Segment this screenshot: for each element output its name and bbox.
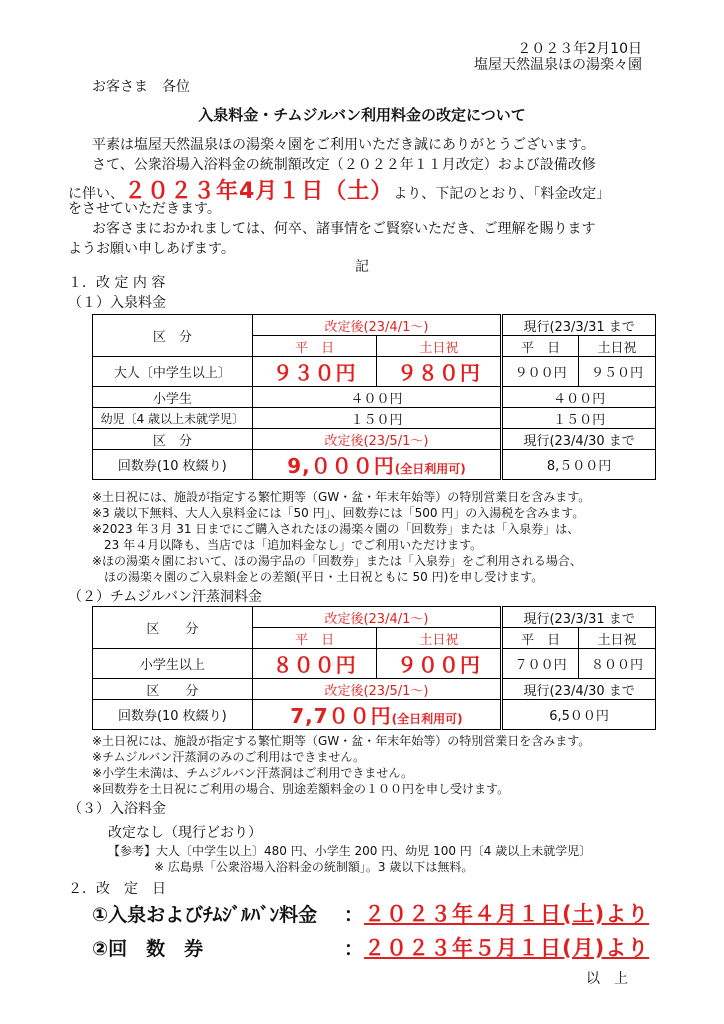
table-header-category: 区 分	[93, 315, 253, 357]
header-holiday: 土日祝	[377, 336, 502, 357]
price-current-weekday: ９００円	[502, 357, 579, 387]
price-after-all: ４００円	[252, 387, 502, 408]
table-header-category: 区 分	[93, 429, 253, 450]
effective-item-label: ①入泉およびﾁﾑｼﾞﾙﾊﾞﾝ料金	[92, 904, 318, 926]
table-header-category: 区 分	[93, 607, 253, 649]
reference-note: ※ 広島県「公衆浴場入浴料金の統制額」。3 歳以下は無料。	[154, 860, 474, 874]
ticket-after-price: 7,7００円	[290, 704, 392, 728]
ki-mark: 記	[355, 259, 369, 275]
price-current-weekday: ７００円	[502, 649, 579, 679]
table-header-current: 現行(23/3/31 まで	[502, 315, 656, 336]
note-line: ※小学生未満は、チムジルバン汗蒸洞はご利用できません。	[92, 766, 414, 780]
ticket-label: 回数券(10 枚綴り)	[93, 450, 253, 480]
ticket-after-cell	[252, 450, 502, 480]
effective-item-colon: ：	[344, 938, 364, 960]
page-title: 入泉料金・チムジルバン利用料金の改定について	[198, 106, 526, 124]
ticket-header-after: 改定後(23/5/1～)	[252, 679, 502, 700]
row-label: 小学生以上	[93, 649, 253, 679]
note-line: 23 年４月以降も、当店では「追加料金なし」でご利用いただけます。	[92, 538, 483, 552]
ticket-after-cell	[252, 700, 502, 730]
price-current-all: １５０円	[502, 408, 656, 429]
header-holiday: 土日祝	[579, 336, 656, 357]
note-line: ※土日祝には、施設が指定する繁忙期等（GW・盆・年末年始等）の特別営業日を含みます。	[92, 490, 591, 504]
header-weekday: 平 日	[252, 628, 377, 649]
price-current-holiday: ９５０円	[579, 357, 656, 387]
ticket-after-note: (全日利用可)	[394, 462, 466, 476]
price-after-weekday: ８００円	[252, 649, 377, 679]
ticket-current-price: 6,5００円	[502, 700, 656, 730]
note-line: ※3 歳以下無料、大人入泉料金には「50 円」、回数券には「500 円」の入湯税を含みます。	[92, 506, 585, 520]
effective-item-colon: ：	[344, 904, 364, 926]
note-line: ※土日祝には、施設が指定する繁忙期等（GW・盆・年末年始等）の特別営業日を含みます。	[92, 734, 591, 748]
note-line: ※ほの湯楽々園において、ほの湯宇品の「回数券」または「入泉券」をご利用される場合、	[92, 554, 582, 568]
ticket-after-note: (全日利用可)	[391, 712, 463, 726]
ticket-current-price: 8,５００円	[502, 450, 656, 480]
intro-line: をさせていただきます。	[68, 201, 221, 217]
subsection-heading: （１）入泉料金	[68, 295, 166, 311]
table-header-after: 改定後(23/4/1～)	[252, 607, 502, 628]
note-line: ※2023 年３月 31 日までにご購入されたほの湯楽々園の「回数券」または「入泉券」は、	[92, 522, 580, 536]
effective-date-highlight: ２０２３年4月１日（土）	[124, 179, 394, 204]
price-after-all: １５０円	[252, 408, 502, 429]
salutation: お客さま 各位	[92, 79, 190, 95]
row-label: 大人〔中学生以上〕	[93, 357, 253, 387]
bath-fee-table	[92, 314, 656, 480]
effective-item-date: ２０２３年５月１日(月)より	[364, 936, 650, 960]
row-label: 小学生	[93, 387, 253, 408]
header-holiday: 土日祝	[579, 628, 656, 649]
closing-mark: 以 上	[586, 971, 628, 987]
note-line: ※回数券を土日祝にご利用の場合、別途差額料金の１００円を申し受けます。	[92, 782, 510, 796]
section-heading: １．改 定 内 容	[68, 275, 166, 291]
price-current-all: ４００円	[502, 387, 656, 408]
intro-line-pre: に伴い、	[68, 186, 124, 202]
subsection-heading: （２）チムジルバン汗蒸洞料金	[68, 589, 262, 605]
note-line: ※チムジルバン汗蒸洞のみのご利用はできません。	[92, 750, 366, 764]
price-after-weekday: ９３０円	[252, 357, 377, 387]
no-change-text: 改定なし（現行どおり）	[108, 825, 262, 841]
table-header-after: 改定後(23/4/1～)	[252, 315, 502, 336]
row-label: 幼児〔4 歳以上未就学児〕	[93, 408, 253, 429]
document-date: ２０２３年2月10日	[517, 41, 642, 57]
header-holiday: 土日祝	[377, 628, 502, 649]
note-line: ほの湯楽々園のご入泉料金との差額(平日・土日祝ともに 50 円)を申し受けます。	[92, 570, 544, 584]
subsection-heading: （３）入浴料金	[68, 801, 166, 817]
reference-text: 【参考】大人〔中学生以上〕480 円、小学生 200 円、幼児 100 円〔4 歳以上未就学児〕	[108, 844, 592, 858]
ticket-header-current: 現行(23/4/30 まで	[502, 429, 656, 450]
price-after-holiday: ９８０円	[377, 357, 502, 387]
intro-line: ようお願い申しあげます。	[68, 241, 235, 257]
effective-item-label: ②回 数 券	[92, 938, 204, 960]
intro-line-post: より、下記のとおり、「料金改定」	[393, 186, 611, 202]
intro-line: お客さまにおかれましては、何卒、諸事情をご賢察いただき、ご理解を賜ります	[92, 221, 596, 237]
table-header-category: 区 分	[93, 679, 253, 700]
header-weekday: 平 日	[502, 628, 579, 649]
intro-line: さて、公衆浴場入浴料金の統制額改定（２０２２年１１月改定）および設備改修	[92, 157, 596, 173]
header-weekday: 平 日	[252, 336, 377, 357]
section-heading: ２．改 定 日	[68, 881, 166, 897]
ticket-after-price: 9,０００円	[287, 454, 395, 478]
effective-item-date: ２０２３年４月１日(土)より	[364, 902, 650, 926]
ticket-header-after: 改定後(23/5/1～)	[252, 429, 502, 450]
table-header-current: 現行(23/3/31 まで	[502, 607, 656, 628]
intro-line: 平素は塩屋天然温泉ほの湯楽々園をご利用いただき誠にありがとうございます。	[92, 137, 595, 153]
issuer-name: 塩屋天然温泉ほの湯楽々園	[474, 57, 642, 73]
price-current-holiday: ８００円	[579, 649, 656, 679]
header-weekday: 平 日	[502, 336, 579, 357]
ticket-label: 回数券(10 枚綴り)	[93, 700, 253, 730]
ticket-header-current: 現行(23/4/30 まで	[502, 679, 656, 700]
chimjilbang-fee-table	[92, 606, 656, 730]
price-after-holiday: ９００円	[377, 649, 502, 679]
